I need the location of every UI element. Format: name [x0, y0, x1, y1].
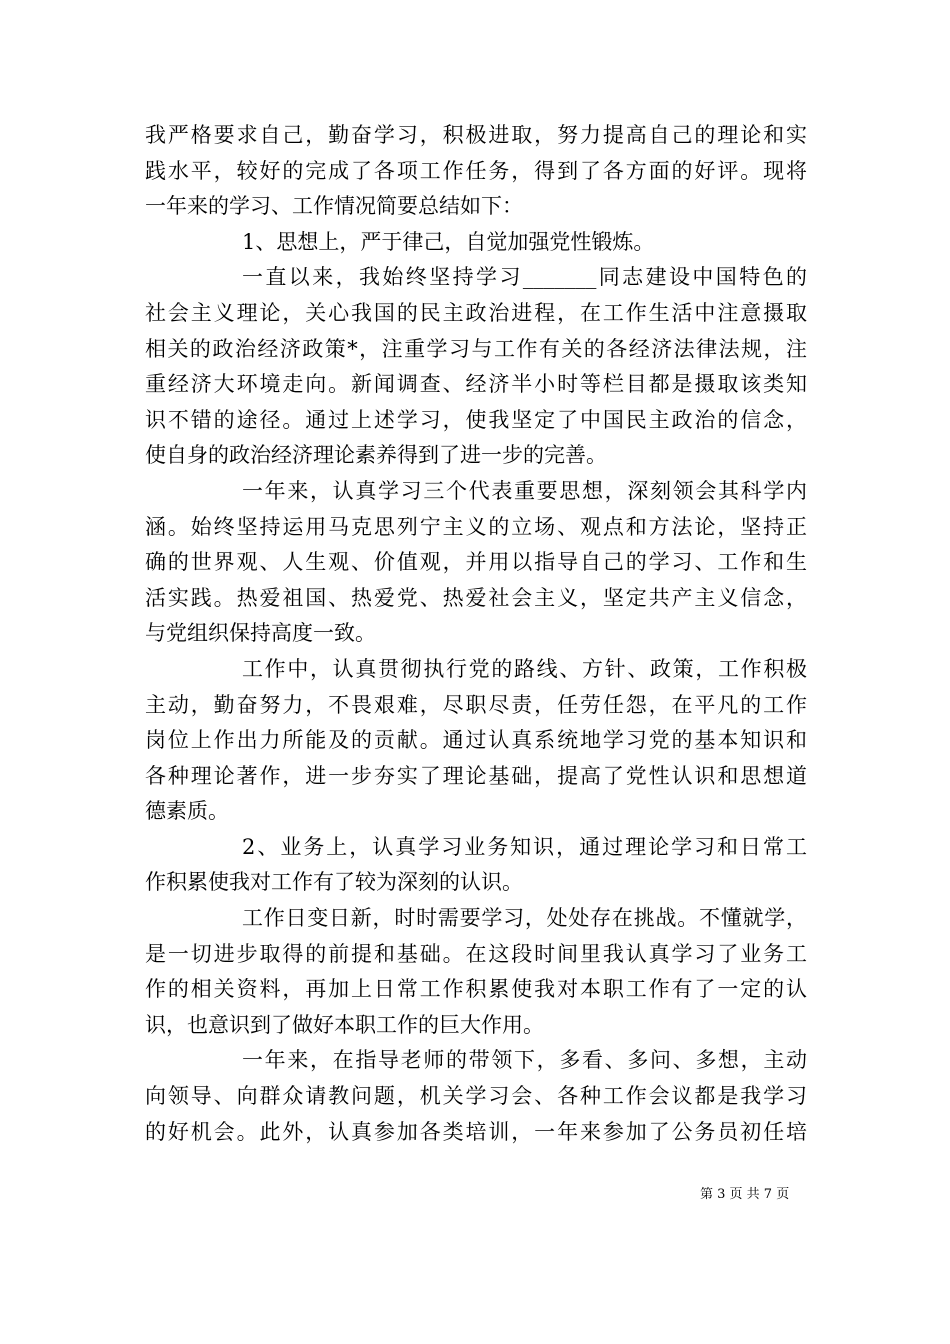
text-line: 涵。始终坚持运用马克思列宁主义的立场、观点和方法论，坚持正 — [145, 514, 807, 539]
text-line: 确的世界观、人生观、价值观，并用以指导自己的学习、工作和生 — [145, 550, 807, 575]
text-line: 识不错的途径。通过上述学习，使我坚定了中国民主政治的信念， — [145, 407, 807, 432]
text-line: 一年来，认真学习三个代表重要思想，深刻领会其科学内 — [242, 478, 807, 503]
text-line: 活实践。热爱祖国、热爱党、热爱社会主义，坚定共产主义信念， — [145, 585, 807, 610]
text-line: 作积累使我对工作有了较为深刻的认识。 — [145, 870, 523, 895]
page-number-footer: 第 3 页 共 7 页 — [700, 1187, 790, 1202]
text-line: 践水平，较好的完成了各项工作任务，得到了各方面的好评。现将 — [145, 158, 807, 183]
text-line: 1、思想上，严于律己，自觉加强党性锻炼。 — [242, 229, 655, 254]
text-line: 各种理论著作，进一步夯实了理论基础，提高了党性认识和思想道 — [145, 763, 807, 788]
text-line: 主动，勤奋努力，不畏艰难，尽职尽责，任劳任怨，在平凡的工作 — [145, 692, 807, 717]
text-line: 向领导、向群众请教问题，机关学习会、各种工作会议都是我学习 — [145, 1084, 807, 1109]
text-line: 相关的政治经济政策*，注重学习与工作有关的各经济法律法规，注 — [145, 336, 807, 361]
text-line: 作的相关资料，再加上日常工作积累使我对本职工作有了一定的认 — [145, 977, 807, 1002]
text-line: 2、业务上，认真学习业务知识，通过理论学习和日常工 — [242, 834, 807, 859]
text-line: 与党组织保持高度一致。 — [145, 621, 376, 646]
text-line: 一直以来，我始终坚持学习_______同志建设中国特色的 — [242, 265, 807, 290]
text-line: 重经济大环境走向。新闻调查、经济半小时等栏目都是摄取该类知 — [145, 372, 807, 397]
text-line: 工作中，认真贯彻执行党的路线、方针、政策，工作积极 — [242, 656, 807, 681]
text-line: 识，也意识到了做好本职工作的巨大作用。 — [145, 1012, 544, 1037]
text-line: 一年来，在指导老师的带领下，多看、多问、多想，主动 — [242, 1048, 807, 1073]
text-line: 社会主义理论，关心我国的民主政治进程，在工作生活中注意摄取 — [145, 300, 807, 325]
text-line: 我严格要求自己，勤奋学习，积极进取，努力提高自己的理论和实 — [145, 123, 807, 147]
document-body — [145, 118, 807, 1150]
text-line: 德素质。 — [145, 799, 229, 824]
text-line: 是一切进步取得的前提和基础。在这段时间里我认真学习了业务工 — [145, 941, 807, 966]
text-line: 的好机会。此外，认真参加各类培训，一年来参加了公务员初任培 — [145, 1119, 807, 1144]
text-line: 使自身的政治经济理论素养得到了进一步的完善。 — [145, 443, 607, 468]
text-line: 工作日变日新，时时需要学习，处处存在挑战。不懂就学， — [242, 906, 807, 931]
text-line: 岗位上作出力所能及的贡献。通过认真系统地学习党的基本知识和 — [145, 728, 807, 753]
text-line: 一年来的学习、工作情况简要总结如下： — [145, 194, 523, 219]
